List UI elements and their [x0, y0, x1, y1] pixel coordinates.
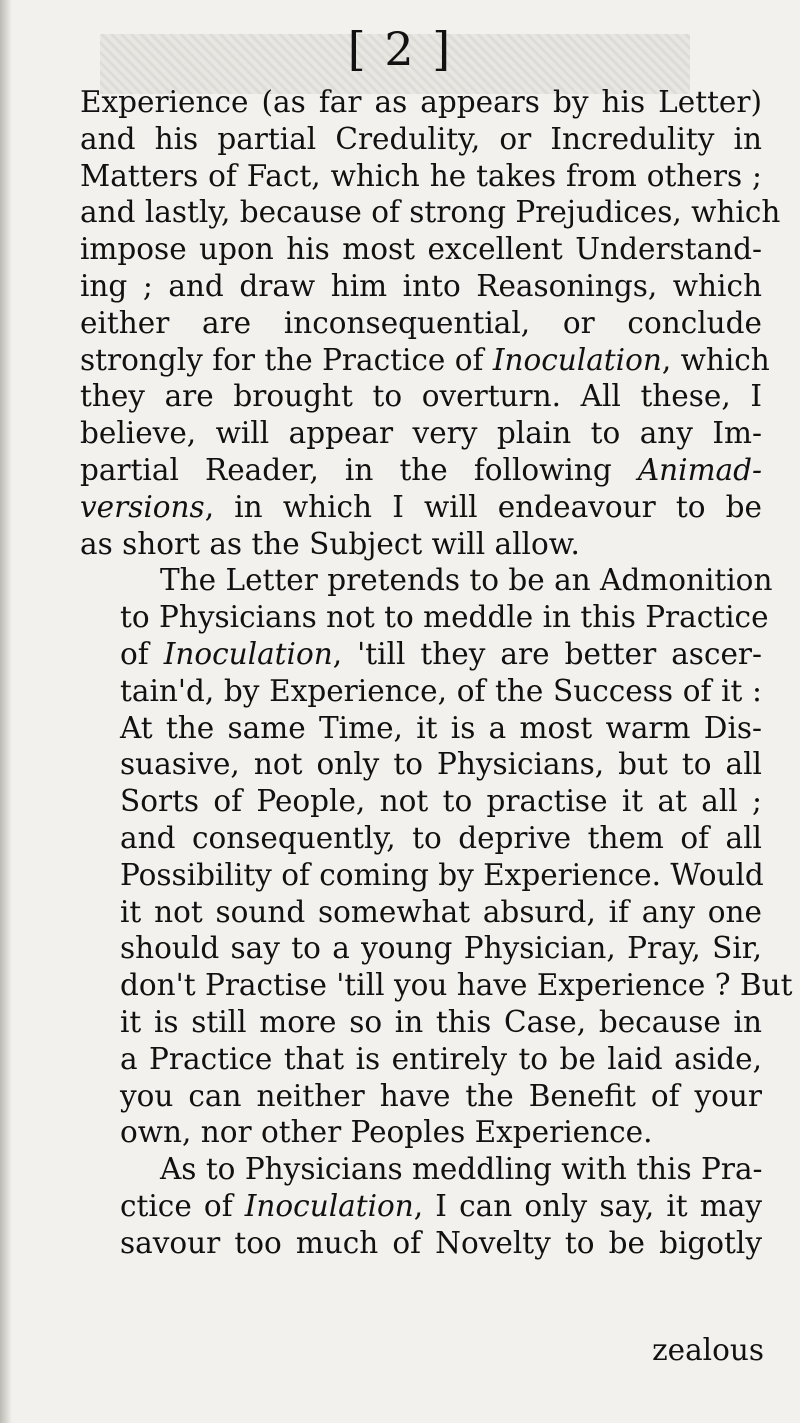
text-line: Experience (as far as appears by his Letter)	[80, 85, 762, 119]
text-line: impose upon his most excellent Understand-	[80, 232, 762, 267]
text-line: ing ; and draw him into Reasonings, which	[80, 268, 762, 303]
text-line: partial Reader, in the following Animad-	[80, 452, 762, 487]
text-line: of Inoculation, 'till they are better ascer-	[120, 636, 762, 671]
text-line: savour too much of Novelty to be bigotly	[120, 1225, 762, 1260]
text-line: either are inconsequential, or conclude	[80, 305, 762, 340]
text-line: Possibility of coming by Experience. Would	[120, 857, 764, 892]
text-line: as short as the Subject will allow.	[80, 526, 580, 561]
text-line: and consequently, to deprive them of all	[120, 820, 762, 855]
text-line: it not sound somewhat absurd, if any one	[120, 894, 762, 929]
paragraph-2	[80, 562, 793, 1151]
text-line: Matters of Fact, which he takes from others ;	[80, 158, 762, 193]
text-line: versions, in which I will endeavour to be	[80, 489, 762, 524]
text-line: tain'd, by Experience, of the Success of it :	[120, 673, 762, 708]
text-line: suasive, not only to Physicians, but to all	[120, 747, 762, 782]
text-line: it is still more so in this Case, because in	[120, 1004, 762, 1039]
paragraph-1	[80, 84, 781, 562]
text-line: The Letter pretends to be an Admonition	[160, 563, 773, 598]
text-line: Sorts of People, not to practise it at all ;	[120, 784, 762, 819]
paragraph-3	[80, 1151, 762, 1261]
text-line: As to Physicians meddling with this Pra-	[160, 1152, 763, 1187]
page-gutter-shadow	[0, 0, 12, 1423]
text-line: own, nor other Peoples Experience.	[120, 1115, 653, 1150]
text-line: and lastly, because of strong Prejudices, which	[80, 195, 781, 230]
text-line: At the same Time, it is a most warm Dis-	[120, 710, 762, 745]
text-line: strongly for the Practice of Inoculation, which	[80, 342, 770, 377]
catchword: zealous	[652, 1333, 764, 1367]
text-line: and his partial Credulity, or Incredulity in	[80, 121, 762, 156]
text-line: they are brought to overturn. All these, I	[80, 379, 762, 414]
text-line: ctice of Inoculation, I can only say, it may	[120, 1188, 762, 1223]
page-number: [ 2 ]	[347, 22, 453, 76]
body-text	[80, 84, 793, 1262]
text-line: don't Practise 'till you have Experience ? But	[120, 968, 793, 1003]
text-line: believe, will appear very plain to any Im-	[80, 416, 762, 451]
text-line: should say to a young Physician, Pray, Sir,	[120, 931, 762, 966]
text-line: a Practice that is entirely to be laid aside,	[120, 1041, 762, 1076]
text-line: you can neither have the Benefit of your	[120, 1078, 762, 1113]
text-line: to Physicians not to meddle in this Practice	[120, 600, 769, 635]
